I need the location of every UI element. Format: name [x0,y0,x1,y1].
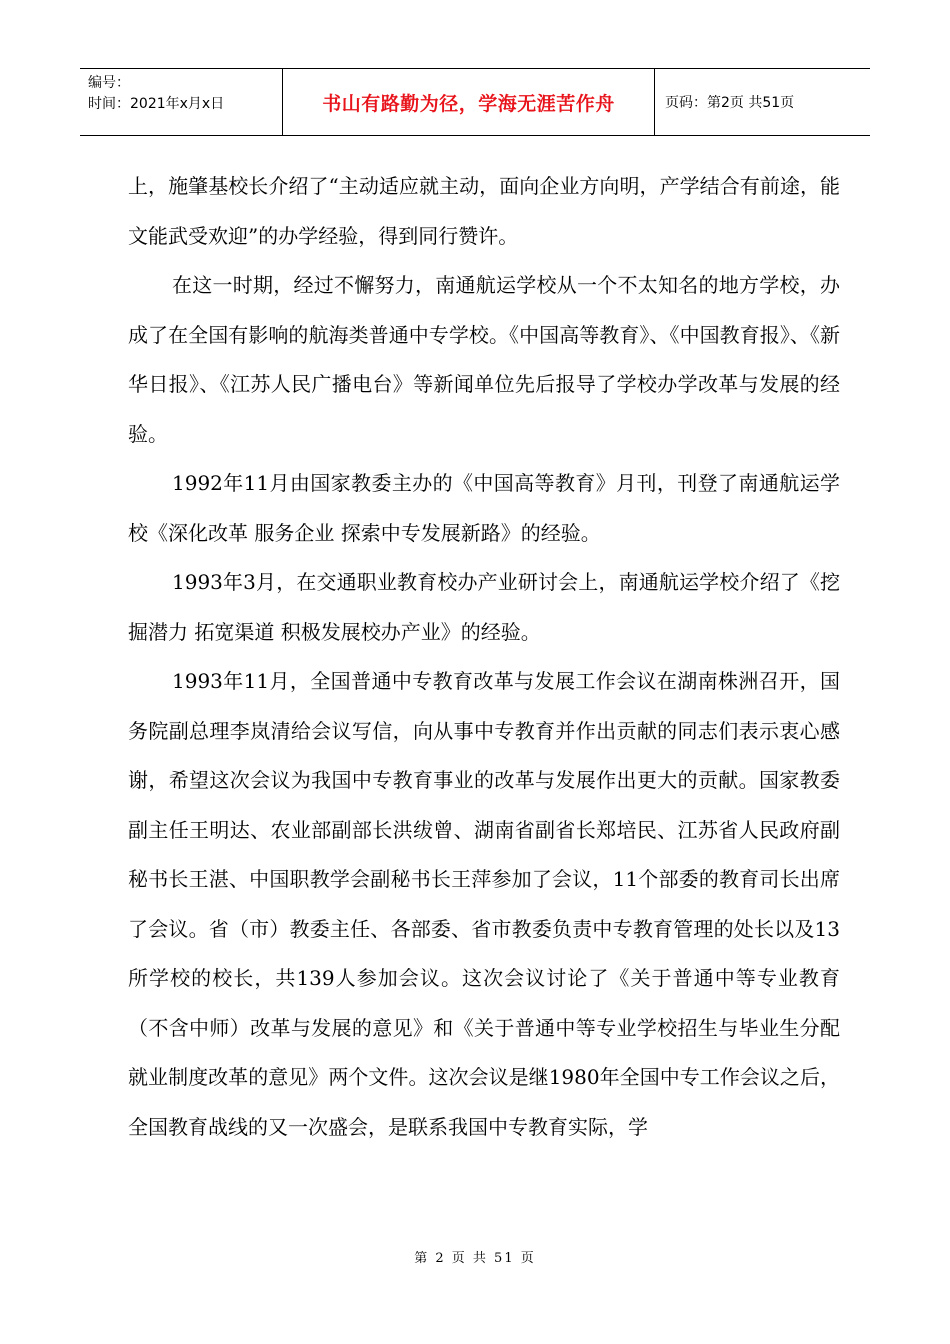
header-motto: 书山有路勤为径，学海无涯苦作舟 [283,69,655,135]
document-date: 时间：2021年x月x日 [88,96,225,112]
paragraph-5: 1993年11月，全国普通中专教育改革与发展工作会议在湖南株洲召开，国务院副总理李岚清给会议写信，向从事中专教育并作出贡献的同志们表示衷心感谢，希望这次会议为我国中专教育事业的改革与发展作出更大的贡献。国家教委副主任王明达、农业部副部长洪绂曾、湖南省副省长郑培民、江苏省人民政府副秘书长王湛、中国职教学会副秘书长王萍参加了会议，11个部委的教育司长出席了会议。省（市）教委主任、各部委、省市教委负责中专教育管理的处长以及13所学校的校长，共139人参加会议。这次会议讨论了《关于普通中等专业教育（不含中师）改革与发展的意见》和《关于普通中等专业学校招生与毕业生分配就业制度改革的意见》两个文件。这次会议是继1980年全国中专工作会议之后，全国教育战线的又一次盛会，是联系我国中专教育实际，学 [128,669,840,1139]
page-footer: 第 2 页 共 51 页 [414,1251,536,1266]
header-page-info: 页码：第2页 共51页 [665,95,795,111]
document-number: 编号： [88,75,130,91]
paragraph-2: 在这一时期，经过不懈努力，南通航运学校从一个不太知名的地方学校，办成了在全国有影响的航海类普通中专学校。《中国高等教育》、《中国教育报》、《新华日报》、《江苏人民广播电台》等新闻单位先后报导了学校办学改革与发展的经验。 [128,273,840,446]
header-meta [80,69,283,135]
document-body [128,162,840,1152]
paragraph-3: 1992年11月由国家教委主办的《中国高等教育》月刊，刊登了南通航运学校《深化改革 服务企业 探索中专发展新路》的经验。 [128,471,840,545]
page-header [80,68,870,136]
paragraph-4: 1993年3月，在交通职业教育校办产业研讨会上，南通航运学校介绍了《挖掘潜力 拓宽渠道 积极发展校办产业》的经验。 [128,570,840,644]
paragraph-1: 上，施肇基校长介绍了“主动适应就主动，面向企业方向明，产学结合有前途，能文能武受欢迎”的办学经验，得到同行赞许。 [128,174,840,248]
